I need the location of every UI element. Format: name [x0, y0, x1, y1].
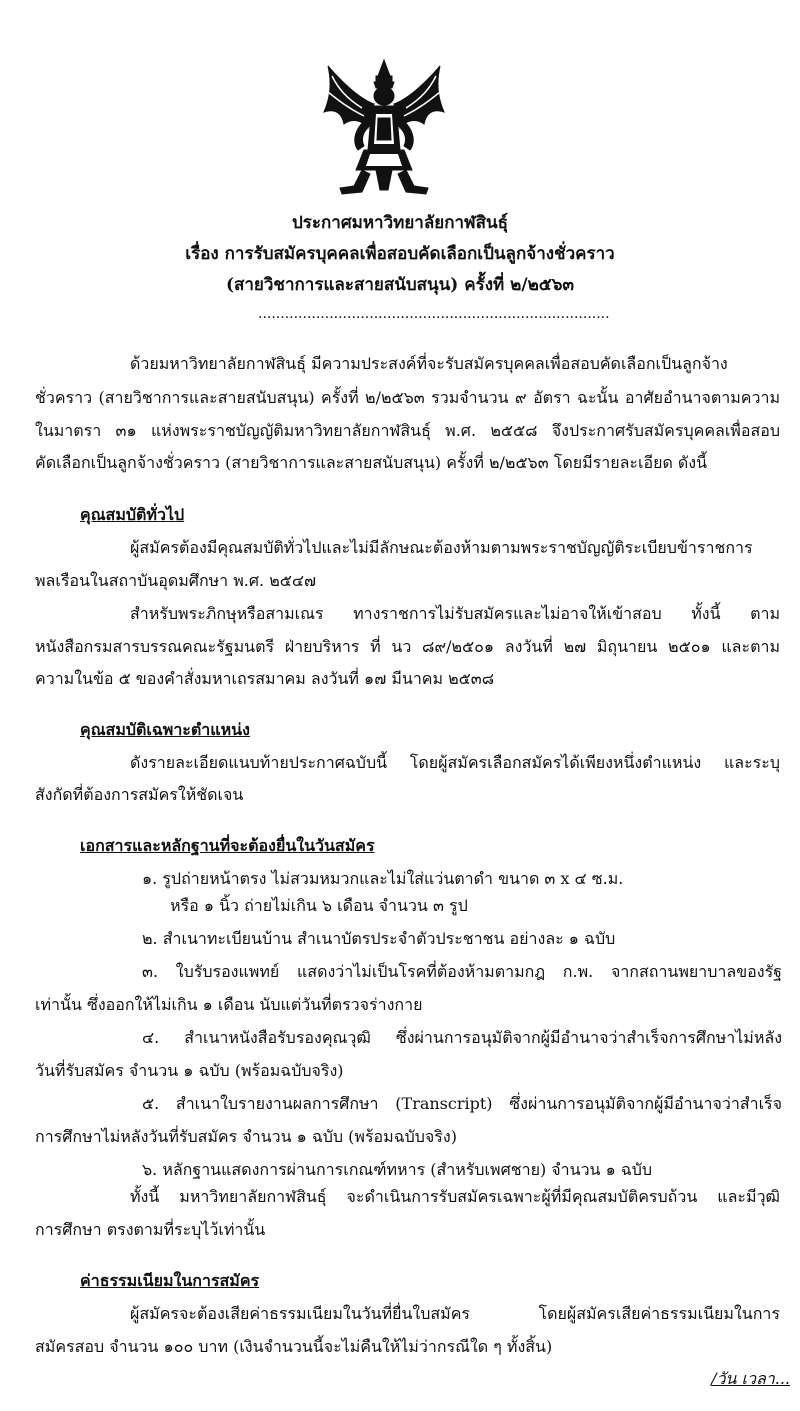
documents-note-line-1: ทั้งนี้ มหาวิทยาลัยกาฬสินธุ์ จะดำเนินการรับสมัครเฉพาะผู้ที่มีคุณสมบัติครบถ้วน และมีวุฒิ — [130, 1187, 780, 1206]
doc-item-4: ๔. สำเนาหนังสือรับรองคุณวุฒิ ซึ่งผ่านการอนุมัติจากผู้มีอำนาจว่าสำเร็จการศึกษาไม่หลัง — [142, 1028, 782, 1047]
fees-heading: ค่าธรรมเนียมในการสมัคร — [80, 1271, 260, 1290]
specific-qualifications-heading: คุณสมบัติเฉพาะตำแหน่ง — [80, 720, 250, 739]
garuda-emblem-icon — [318, 58, 450, 200]
general-qualifications-heading: คุณสมบัติทั่วไป — [80, 505, 185, 524]
general-line-2: พลเรือนในสถาบันอุดมศึกษา พ.ศ. ๒๕๔๗ — [35, 571, 317, 590]
intro-line-3: ในมาตรา ๓๑ แห่งพระราชบัญญัติมหาวิทยาลัยกาฬสินธุ์ พ.ศ. ๒๕๕๘ จึงประกาศรับสมัครบุคคลเพื่อสอบ — [35, 421, 780, 440]
doc-item-5: ๕. สำเนาใบรายงานผลการศึกษา (Transcript) ซึ่งผ่านการอนุมัติจากผู้มีอำนาจว่าสำเร็จ — [142, 1094, 782, 1113]
doc-item-1: ๑. รูปถ่ายหน้าตรง ไม่สวมหมวกและไม่ใส่แว่นตาดำ ขนาด ๓ x ๔ ซ.ม. — [142, 869, 624, 888]
intro-line-1: ด้วยมหาวิทยาลัยกาฬสินธุ์ มีความประสงค์ที่จะรับสมัครบุคคลเพื่อสอบคัดเลือกเป็นลูกจ้าง — [130, 354, 728, 373]
doc-item-3: ๓. ใบรับรองแพทย์ แสดงว่าไม่เป็นโรคที่ต้องห้ามตามกฎ ก.พ. จากสถานพยาบาลของรัฐ — [142, 962, 782, 981]
specific-line-2: สังกัดที่ต้องการสมัครให้ชัดเจน — [35, 785, 244, 804]
documents-note-line-2: การศึกษา ตรงตามที่ระบุไว้เท่านั้น — [35, 1220, 266, 1239]
announcement-title: ประกาศมหาวิทยาลัยกาฬสินธุ์ — [291, 213, 509, 233]
header-separator: ............................................................................... — [258, 306, 610, 322]
doc-item-1-cont: หรือ ๑ นิ้ว ถ่ายไม่เกิน ๖ เดือน จำนวน ๓ รูป — [170, 896, 468, 915]
documents-heading: เอกสารและหลักฐานที่จะต้องยื่นในวันสมัคร — [80, 836, 375, 855]
general-line-5: ความในข้อ ๕ ของคำสั่งมหาเถรสมาคม ลงวันที่ ๑๗ มีนาคม ๒๕๓๘ — [35, 669, 495, 688]
general-line-3: สำหรับพระภิกษุหรือสามเณร ทางราชการไม่รับสมัครและไม่อาจให้เข้าสอบ ทั้งนี้ ตาม — [130, 604, 780, 623]
general-line-4: หนังสือกรมสารบรรณคณะรัฐมนตรี ฝ่ายบริหาร ที่ นว ๘๙/๒๕๐๑ ลงวันที่ ๒๗ มิถุนายน ๒๕๐๑ และตาม — [35, 637, 780, 656]
doc-item-6: ๖. หลักฐานแสดงการผ่านการเกณฑ์ทหาร (สำหรับเพศชาย) จำนวน ๑ ฉบับ — [142, 1160, 653, 1179]
fees-line-1: ผู้สมัครจะต้องเสียค่าธรรมเนียมในวันที่ยื่นใบสมัคร โดยผู้สมัครเสียค่าธรรมเนียมในการ — [130, 1304, 780, 1323]
continuation-marker: /วัน เวลา... — [711, 1369, 790, 1388]
announcement-subject-cont: (สายวิชาการและสายสนับสนุน) ครั้งที่ ๒/๒๕๖๓ — [225, 275, 575, 295]
announcement-subject: เรื่อง การรับสมัครบุคคลเพื่อสอบคัดเลือกเป็นลูกจ้างชั่วคราว — [185, 244, 615, 264]
fees-line-2: สมัครสอบ จำนวน ๑๐๐ บาท (เงินจำนวนนี้จะไม่คืนให้ไม่ว่ากรณีใด ๆ ทั้งสิ้น) — [35, 1337, 553, 1356]
doc-item-4-cont: วันที่รับสมัคร จำนวน ๑ ฉบับ (พร้อมฉบับจริง) — [35, 1061, 344, 1080]
doc-item-2: ๒. สำเนาทะเบียนบ้าน สำเนาบัตรประจำตัวประชาชน อย่างละ ๑ ฉบับ — [142, 929, 616, 948]
intro-line-4: คัดเลือกเป็นลูกจ้างชั่วคราว (สายวิชาการและสายสนับสนุน) ครั้งที่ ๒/๒๕๖๓ โดยมีรายละเอียด ดังนี้ — [35, 453, 708, 472]
doc-item-3-cont: เท่านั้น ซึ่งออกให้ไม่เกิน ๑ เดือน นับแต่วันที่ตรวจร่างกาย — [35, 995, 423, 1014]
intro-line-2: ชั่วคราว (สายวิชาการและสายสนับสนุน) ครั้งที่ ๒/๒๕๖๓ รวมจำนวน ๙ อัตรา ฉะนั้น อาศัยอำนาจตามความ — [35, 388, 780, 407]
specific-line-1: ดังรายละเอียดแนบท้ายประกาศฉบับนี้ โดยผู้สมัครเลือกสมัครได้เพียงหนึ่งตำแหน่ง และระบุ — [130, 753, 780, 772]
doc-item-5-cont: การศึกษาไม่หลังวันที่รับสมัคร จำนวน ๑ ฉบับ (พร้อมฉบับจริง) — [35, 1127, 457, 1146]
general-line-1: ผู้สมัครต้องมีคุณสมบัติทั่วไปและไม่มีลักษณะต้องห้ามตามพระราชบัญญัติระเบียบข้าราชการ — [130, 538, 753, 557]
